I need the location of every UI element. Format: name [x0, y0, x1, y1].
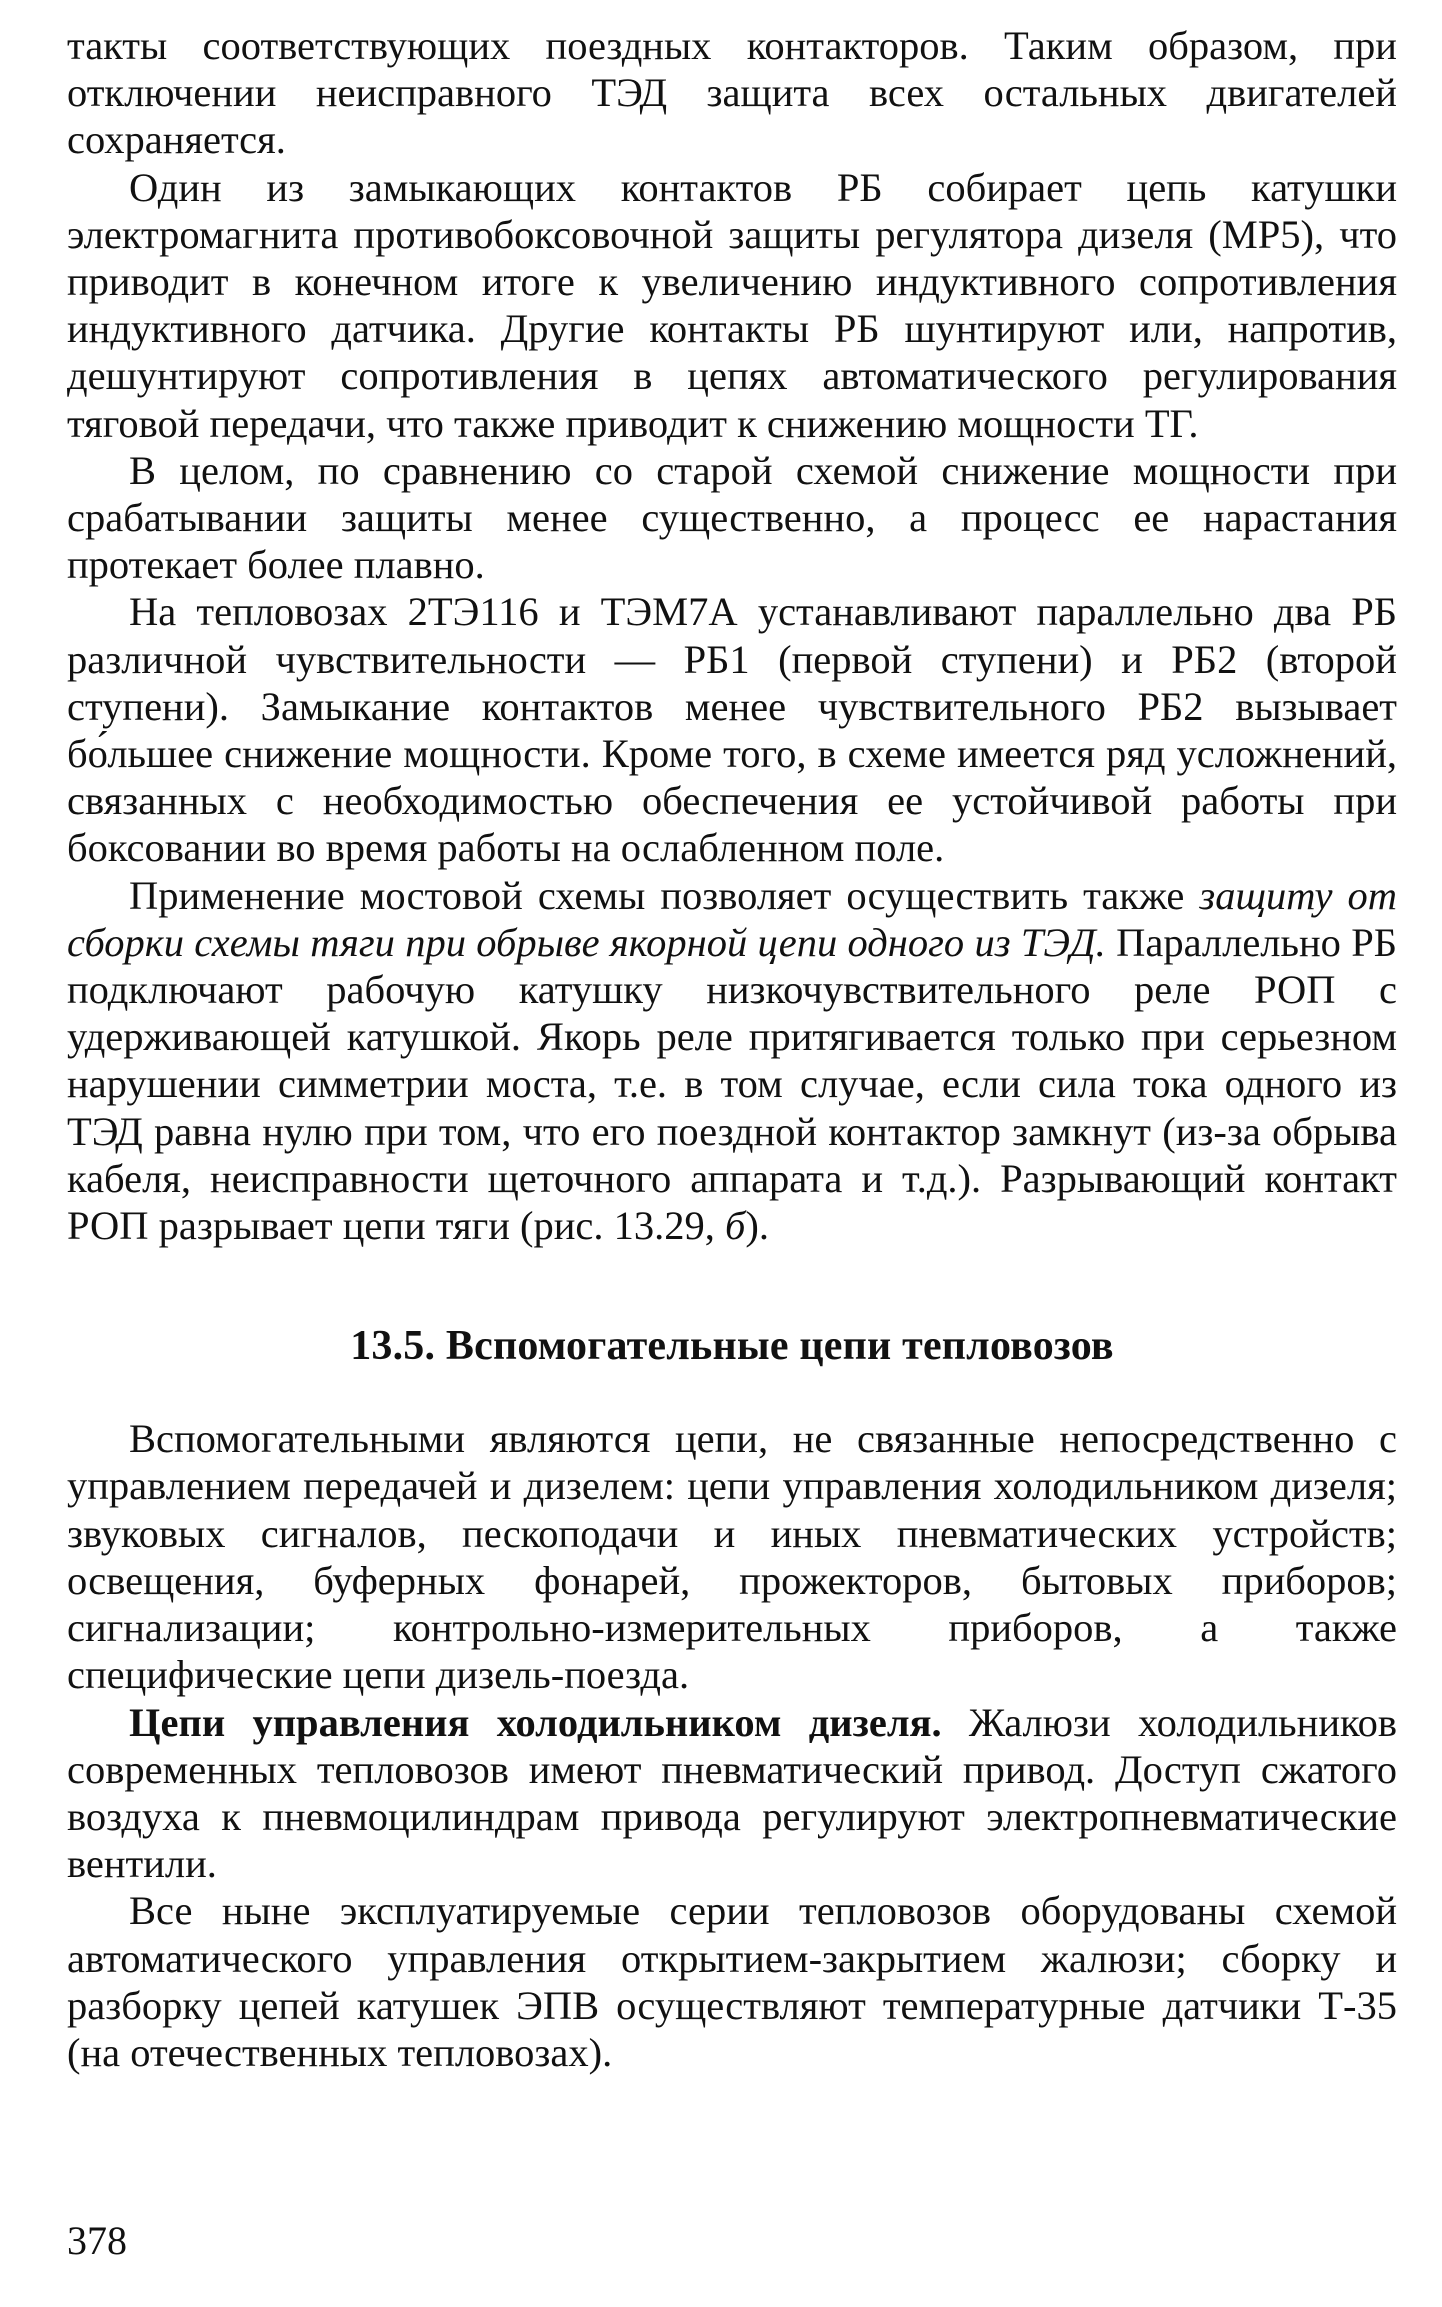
run-in-heading: Цепи управления холодильником дизеля.	[129, 1699, 942, 1745]
page-number: 378	[67, 2218, 127, 2263]
paragraph-cooler-control-body: Жалюзи холодильников современных тепловозов имеют пневматический привод. Доступ сжатого воздуха к пневмоцилиндрам привода регулируют электропневматические вентили.	[67, 1699, 1397, 1887]
paragraph-two-rb: На тепловозах 2ТЭ116 и ТЭМ7А устанавливают параллельно два РБ различной чувствительности — РБ1 (первой ступени) и РБ2 (второй ступени). Замыкание контактов менее чувствительного РБ2 вызывает бо́льшее снижение мощности. Кроме того, в схеме имеется ряд усложнений, связанных с необходимостью обеспечения ее устойчивой работы при боксовании во время работы на ослабленном поле.	[67, 589, 1397, 871]
section-heading: 13.5. Вспомогательные цепи тепловозов	[350, 1323, 1114, 1370]
paragraph-rb-contacts: Один из замыкающих контактов РБ собирает цепь катушки электромагнита противобоксовочной защиты регулятора дизеля (МР5), что приводит в конечном итоге к увеличению индуктивного сопротивления индуктивного датчика. Другие контакты РБ шунтируют или, напротив, дешунтируют сопротивления в цепях автоматического регулирования тяговой передачи, что также приводит к снижению мощности ТГ.	[67, 164, 1397, 446]
paragraph-bridge-scheme-end: ).	[745, 1203, 770, 1249]
paragraph-cooler-control	[67, 1699, 1397, 1888]
paragraph-bridge-scheme	[67, 872, 1397, 1250]
paragraph-bridge-scheme-italic: защиту от сборки схемы тяги при обрыве якорной цепи одного из ТЭД.	[67, 872, 1398, 965]
figure-ref-letter: б	[725, 1203, 746, 1249]
book-page	[67, 22, 1397, 2076]
paragraph-bridge-scheme-lead: Применение мостовой схемы позволяет осуществить также	[129, 872, 1200, 918]
paragraph-auxiliary-circuits: Вспомогательными являются цепи, не связанные непосредственно с управлением передачей и дизелем: цепи управления холодильником дизеля; звуковых сигналов, пескоподачи и иных пневматических устройств; освещения, буферных фонарей, прожекторов, бытовых приборов; сигнализации; контрольно-измерительных приборов, а также специфические цепи дизель-поезда.	[67, 1416, 1397, 1698]
paragraph-continuation: такты соответствующих поездных контакторов. Таким образом, при отключении неисправного ТЭД защита всех остальных двигателей сохраняется.	[67, 23, 1397, 163]
paragraph-bridge-scheme-body: Параллельно РБ подключают рабочую катушку низкочувствительного реле РОП с удерживающей катушкой. Якорь реле притягивается только при серьезном нарушении симметрии моста, т.е. в том случае, если сила тока одного из ТЭД равна нулю при том, что его поездной контактор замкнут (из-за обрыва кабеля, неисправности щеточного аппарата и т.д.). Разрывающий контакт РОП разрывает цепи тяги (рис. 13.29,	[67, 919, 1397, 1249]
paragraph-power-reduction: В целом, по сравнению со старой схемой снижение мощности при срабатывании защиты менее существенно, а процесс ее нарастания протекает более плавно.	[67, 447, 1397, 588]
paragraph-automatic-shutters: Все ныне эксплуатируемые серии тепловозов оборудованы схемой автоматического управления открытием-закрытием жалюзи; сборку и разборку цепей катушек ЭПВ осуществляют температурные датчики Т-35 (на отечественных тепловозах).	[67, 1888, 1397, 2075]
